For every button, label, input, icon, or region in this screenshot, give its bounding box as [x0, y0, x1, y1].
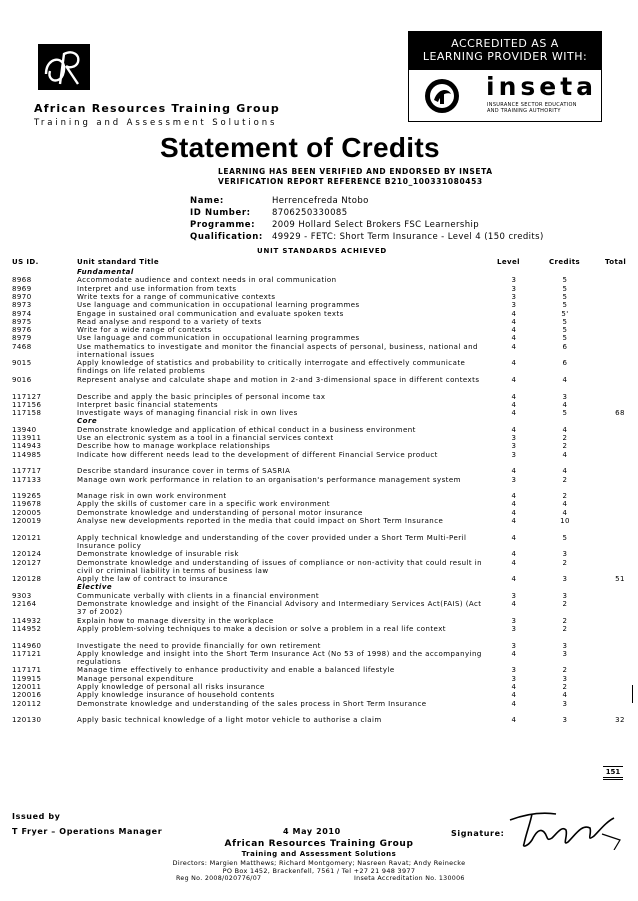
footer-directors: Directors: Margien Matthews; Richard Montgomery; Nasreen Ravat; Andy Reinecke	[172, 859, 466, 867]
id-number: 8706250330085	[272, 208, 348, 218]
id-number-label: ID Number:	[190, 208, 251, 218]
unit-level: 3	[511, 666, 517, 675]
unit-title: Manage time effectively to enhance productivity and enable a balanced lifestyle	[77, 666, 395, 675]
group-total: 51	[615, 575, 625, 584]
unit-id: 117156	[12, 400, 42, 409]
unit-level: 3	[511, 292, 517, 301]
unit-title: Read analyse and respond to a variety of texts	[77, 317, 262, 326]
unit-credits: 5	[562, 292, 568, 301]
unit-id: 117127	[12, 392, 42, 401]
org-name: African Resources Training Group	[34, 102, 280, 115]
unit-level: 3	[511, 301, 517, 310]
unit-id: 114985	[12, 450, 42, 459]
unit-level: 3	[511, 475, 517, 484]
unit-title: Investigate the need to provide financially for own retirement	[77, 641, 321, 650]
unit-id: 120112	[12, 699, 42, 708]
group-total: 32	[615, 716, 625, 725]
unit-title: Describe how to manage workplace relationships	[77, 442, 271, 451]
footer-org-name: African Resources Training Group	[224, 839, 414, 849]
unit-credits: 3	[562, 641, 568, 650]
inseta-logo-icon	[422, 76, 462, 116]
unit-title: Indicate how different needs lead to the development of different Financial Service product	[77, 450, 438, 459]
unit-credits: 5	[562, 284, 568, 293]
unit-title: Use language and communication in occupational learning programmes	[77, 301, 360, 310]
unit-title: Manage own work performance in relation to an organisation's performance management system	[77, 475, 461, 484]
accreditation-line-2: LEARNING PROVIDER WITH:	[422, 50, 588, 63]
unit-level: 4	[511, 309, 517, 318]
unit-credits: 2	[562, 442, 568, 451]
unit-id: 117717	[12, 467, 42, 476]
unit-credits: 2	[562, 475, 568, 484]
issue-date: 4 May 2010	[283, 827, 341, 836]
unit-credits: 3	[562, 575, 568, 584]
unit-title: Accommodate audience and context needs in oral communication	[77, 276, 337, 285]
programme-label: Programme:	[190, 220, 256, 230]
unit-credits: 5	[562, 317, 568, 326]
verification-reference: VERIFICATION REPORT REFERENCE B210_100331080453	[218, 177, 483, 186]
unit-credits: 5'	[561, 309, 569, 318]
unit-id: 13940	[12, 425, 37, 434]
unit-credits: 6	[562, 359, 568, 368]
unit-id: 119678	[12, 500, 42, 509]
unit-title: Write texts for a range of communicative contexts	[77, 292, 276, 301]
grand-total: 151	[605, 768, 621, 776]
unit-level: 4	[511, 326, 517, 335]
unit-level: 4	[511, 467, 517, 476]
unit-title: Analyse new developments reported in the media that could impact on Short Term Insurance	[77, 517, 444, 525]
unit-title: Use an electronic system as a tool in a financial services context	[77, 434, 334, 442]
unit-level: 4	[511, 334, 517, 343]
unit-level: 4	[511, 317, 517, 326]
unit-credits: 5	[562, 326, 568, 335]
issued-by-label: Issued by	[12, 812, 61, 821]
unit-credits: 4	[562, 508, 568, 517]
column-header-total: Total	[605, 258, 627, 266]
margin-mark	[632, 685, 633, 703]
unit-level: 3	[511, 442, 517, 451]
unit-credits: 5	[562, 334, 568, 343]
unit-credits: 2	[562, 624, 568, 633]
unit-id: 119265	[12, 492, 42, 501]
unit-id: 120019	[12, 517, 42, 525]
unit-title: Apply knowledge and insight into the Short Term Insurance Act (No 53 of 1998) and the accompanying regulations	[77, 649, 482, 666]
unit-level: 4	[511, 359, 517, 368]
unit-level: 4	[511, 649, 517, 658]
unit-title: Explain how to manage diversity in the workplace	[77, 616, 274, 625]
unit-title: Apply the skills of customer care in a specific work environment	[77, 500, 331, 509]
unit-id: 120016	[12, 691, 42, 700]
unit-level: 3	[511, 616, 517, 625]
inseta-subtitle-1: INSURANCE SECTOR EDUCATION	[487, 102, 577, 108]
unit-id: 8975	[12, 317, 32, 326]
unit-id: 8976	[12, 326, 32, 335]
name-label: Name:	[190, 196, 224, 206]
unit-level: 4	[511, 550, 517, 559]
unit-level: 4	[511, 558, 517, 567]
inseta-wordmark: inseta	[486, 72, 598, 101]
column-header-title: Unit standard Title	[77, 258, 159, 266]
unit-level: 4	[511, 691, 517, 700]
unit-id: 114960	[12, 641, 42, 650]
unit-credits: 3	[562, 716, 568, 725]
unit-level: 3	[511, 284, 517, 293]
unit-credits: 3	[562, 392, 568, 401]
unit-credits: 6	[562, 342, 568, 351]
unit-id: 120130	[12, 716, 42, 725]
qualification-label: Qualification:	[190, 232, 263, 242]
unit-title: Demonstrate knowledge and insight of the Financial Advisory and Intermediary Services Act(FAIS) (Act 37 of 2002)	[77, 600, 482, 616]
org-tagline: Training and Assessment Solutions	[34, 118, 278, 128]
sum-rule	[603, 766, 623, 767]
document-title: Statement of Credits	[160, 132, 440, 163]
unit-credits: 5	[562, 533, 568, 542]
unit-title: Use language and communication in occupational learning programmes	[77, 334, 360, 343]
unit-id: 120124	[12, 550, 42, 559]
unit-title: Interpret and use information from texts	[77, 284, 237, 293]
unit-credits: 2	[562, 558, 568, 567]
unit-level: 3	[511, 434, 517, 442]
unit-credits: 2	[562, 666, 568, 675]
unit-id: 119915	[12, 674, 42, 683]
unit-title: Use mathematics to investigate and monitor the financial aspects of personal, business, national and international issues	[77, 342, 478, 359]
unit-title: Demonstrate knowledge and understanding of the sales process in Short Term Insurance	[77, 699, 427, 708]
unit-id: 120127	[12, 558, 42, 567]
unit-title: Demonstrate knowledge and understanding of personal motor insurance	[77, 508, 363, 517]
unit-credits: 5	[562, 301, 568, 310]
group-total: 68	[615, 409, 625, 418]
double-rule-bottom	[603, 779, 623, 780]
unit-level: 4	[511, 375, 517, 384]
unit-level: 4	[511, 392, 517, 401]
unit-credits: 2	[562, 616, 568, 625]
group-heading: Elective	[77, 583, 113, 592]
unit-id: 9303	[12, 591, 32, 600]
unit-id: 8979	[12, 334, 32, 343]
unit-id: 120128	[12, 575, 42, 584]
unit-id: 8974	[12, 309, 32, 318]
unit-level: 4	[511, 716, 517, 725]
column-header-level: Level	[497, 258, 520, 266]
unit-title: Demonstrate knowledge and application of ethical conduct in a business environment	[77, 425, 416, 434]
unit-id: 7468	[12, 342, 32, 351]
unit-credits: 4	[562, 467, 568, 476]
unit-credits: 4	[562, 691, 568, 700]
qualification: 49929 - FETC: Short Term Insurance - Level 4 (150 credits)	[272, 232, 544, 242]
learner-name: Herrencefreda Ntobo	[272, 196, 369, 206]
unit-level: 3	[511, 641, 517, 650]
footer-tagline: Training and Assessment Solutions	[241, 850, 397, 858]
unit-level: 4	[511, 683, 517, 691]
unit-id: 113911	[12, 434, 42, 442]
unit-level: 4	[511, 400, 517, 409]
unit-id: 120011	[12, 683, 42, 691]
issuer-name: T Fryer – Operations Manager	[12, 827, 163, 836]
unit-id: 120121	[12, 533, 42, 542]
unit-title: Apply technical knowledge and understanding of the cover provided under a Short Term Multi-Peril Insurance policy	[77, 533, 467, 550]
unit-id: 12164	[12, 600, 37, 608]
unit-level: 4	[511, 699, 517, 708]
unit-title: Demonstrate knowledge and understanding of issues of compliance or non-activity that could result in civil or criminal liability in terms of business law	[77, 558, 483, 575]
unit-credits: 4	[562, 425, 568, 434]
column-header-credits: Credits	[549, 258, 581, 266]
unit-id: 9016	[12, 375, 32, 384]
unit-credits: 2	[562, 492, 568, 501]
unit-level: 3	[511, 276, 517, 285]
programme: 2009 Hollard Select Brokers FSC Learnership	[272, 220, 480, 230]
unit-title: Apply knowledge of statistics and probability to critically interrogate and effectively communicate findings on life related problems	[77, 359, 466, 376]
unit-title: Describe and apply the basic principles of personal income tax	[77, 392, 326, 401]
unit-id: 114932	[12, 616, 42, 625]
accreditation-line-1: ACCREDITED AS A	[451, 37, 559, 50]
unit-credits: 3	[562, 649, 568, 658]
signature-label: Signature:	[451, 829, 505, 838]
unit-credits: 2	[562, 600, 568, 608]
unit-title: Manage personal expenditure	[77, 674, 194, 683]
unit-level: 4	[511, 600, 517, 608]
unit-id: 8968	[12, 276, 32, 285]
unit-title: Apply basic technical knowledge of a light motor vehicle to authorise a claim	[77, 716, 382, 725]
unit-level: 4	[511, 533, 517, 542]
unit-level: 4	[511, 492, 517, 501]
unit-credits: 2	[562, 434, 568, 442]
unit-credits: 3	[562, 591, 568, 600]
unit-credits: 5	[562, 409, 568, 418]
unit-id: 9015	[12, 359, 32, 368]
unit-level: 3	[511, 591, 517, 600]
unit-title: Investigate ways of managing financial risk in own lives	[77, 409, 298, 418]
column-header-us-id: US ID.	[12, 258, 39, 266]
org-logo	[38, 44, 90, 90]
unit-level: 4	[511, 500, 517, 509]
accreditation-banner	[408, 31, 602, 70]
footer-inseta-accreditation: Inseta Accreditation No. 130006	[354, 875, 465, 882]
footer-registration: Reg No. 2008/020776/07	[176, 875, 262, 882]
unit-id: 8973	[12, 301, 32, 310]
unit-credits: 3	[562, 550, 568, 559]
unit-level: 4	[511, 425, 517, 434]
unit-title: Apply knowledge insurance of household contents	[77, 691, 275, 700]
unit-title: Write for a wide range of contexts	[77, 326, 212, 335]
unit-title: Interpret basic financial statements	[77, 400, 218, 409]
unit-level: 4	[511, 575, 517, 584]
unit-level: 4	[511, 508, 517, 517]
units-heading: UNIT STANDARDS ACHIEVED	[257, 247, 388, 255]
unit-id: 120005	[12, 508, 42, 517]
unit-credits: 4	[562, 500, 568, 509]
unit-title: Apply problem-solving techniques to make a decision or solve a problem in a real life context	[77, 624, 446, 633]
unit-title: Apply knowledge of personal all risks insurance	[77, 683, 265, 691]
unit-credits: 5	[562, 276, 568, 285]
unit-id: 8969	[12, 284, 32, 293]
unit-credits: 3	[562, 674, 568, 683]
unit-credits: 3	[562, 699, 568, 708]
unit-credits: 4	[562, 375, 568, 384]
unit-level: 3	[511, 674, 517, 683]
unit-credits: 2	[562, 683, 568, 691]
group-heading: Core	[77, 417, 98, 426]
unit-title: Represent analyse and calculate shape and motion in 2-and 3-dimensional space in different contexts	[77, 375, 480, 384]
unit-title: Demonstrate knowledge of insurable risk	[77, 550, 239, 559]
unit-title: Apply the law of contract to insurance	[77, 575, 228, 584]
unit-level: 4	[511, 517, 517, 525]
unit-level: 3	[511, 624, 517, 633]
verified-statement: LEARNING HAS BEEN VERIFIED AND ENDORSED BY INSETA	[218, 167, 493, 176]
unit-id: 114952	[12, 624, 42, 633]
double-rule-top	[603, 777, 623, 778]
unit-level: 4	[511, 342, 517, 351]
unit-level: 4	[511, 409, 517, 418]
unit-credits: 4	[562, 400, 568, 409]
unit-level: 3	[511, 450, 517, 459]
unit-id: 8970	[12, 292, 32, 301]
unit-id: 117121	[12, 649, 42, 658]
unit-title: Manage risk in own work environment	[77, 492, 227, 501]
unit-title: Describe standard insurance cover in terms of SASRIA	[77, 467, 291, 476]
unit-id: 114943	[12, 442, 42, 451]
unit-credits: 10	[560, 517, 570, 525]
unit-title: Engage in sustained oral communication and evaluate spoken texts	[77, 309, 344, 318]
group-heading: Fundamental	[77, 268, 134, 276]
unit-title: Communicate verbally with clients in a financial environment	[77, 591, 320, 600]
unit-credits: 4	[562, 450, 568, 459]
unit-id: 117133	[12, 475, 42, 484]
inseta-subtitle-2: AND TRAINING AUTHORITY	[487, 108, 561, 114]
unit-id: 117171	[12, 666, 42, 675]
unit-id: 117158	[12, 409, 42, 418]
footer-address: PO Box 1452, Brackenfell, 7561 / Tel +27 21 948 3977	[222, 867, 416, 875]
